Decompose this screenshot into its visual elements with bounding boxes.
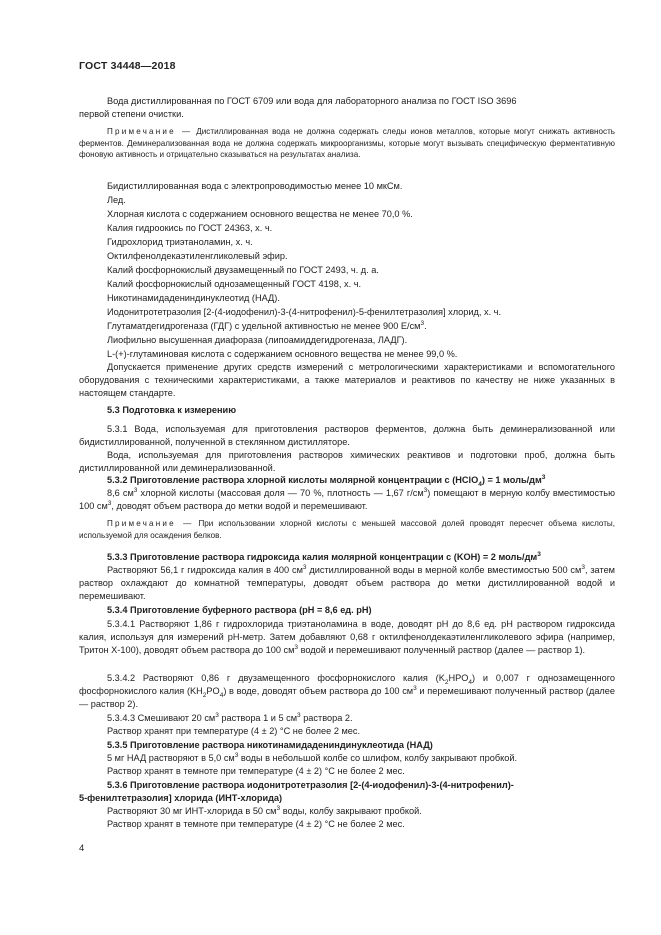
reagent-item: Калия гидроокись по ГОСТ 24363, х. ч. <box>107 223 273 233</box>
water-line-2: первой степени очистки. <box>79 109 184 119</box>
reagent-item: Гидрохлорид триэтаноламин, х. ч. <box>107 237 253 247</box>
section-5-3-4-3: 5.3.4.3 Смешивают 20 $см^3$ раствора 1 и 5 $см^3$ раствора 2. <box>107 711 353 723</box>
section-5-3-4-1: 5.3.4.1 Растворяют 1,86 г гидрохлорида триэтаноламина в воде, доводят pH до 8,6 ед. pH раствором гидроксида калия, используя для измерений pH-метр. Затем добавляют 0,68 г октилфенолдекаэтиленгликолевого эфира (например, Тритон Х-100), доводят объем раствора до 100 $см^3$ водой и перемешивают полученный раствор (далее — раствор 1). <box>79 619 615 655</box>
section-5-3-title: 5.3 Подготовка к измерению <box>107 405 237 415</box>
reagent-item: Калий фосфорнокислый двузамещенный по ГОСТ 2493, ч. д. а. <box>107 265 379 275</box>
section-5-3-6-title-line-2: 5-фенилтетразолия] хлорида (ИНТ-хлорида) <box>79 793 283 803</box>
reagent-item: Иодонитротетразолия [2-(4-иодофенил)-3-(4-нитрофенил)-5-фенилтетразолия] хлорид, х. ч. <box>107 307 502 317</box>
note-2-text: При использовании хлорной кислоты с меньшей массовой долей проводят пересчет объема кислоты, используемой для осаждения белков. <box>79 519 615 540</box>
section-5-3-4-3-storage: Раствор хранят при температуре (4 ± 2) °С не более 2 мес. <box>107 726 361 736</box>
section-5-3-2-title: 5.3.2 Приготовление раствора хлорной кислоты молярной концентрации с (HClO$_4$) = 1 моль/$дм^3$ <box>107 473 546 488</box>
note-1-text: Дистиллированная вода не должна содержать следы ионов металлов, которые могут снижать активность ферментов. Деминерализованная вода не должна содержать микроорганизмы, которые могут вызывать специфическую ферментативную фоновую активность и отрицательно сказываться на результатах анализа. <box>79 127 616 159</box>
note-2 <box>79 518 615 541</box>
section-5-3-3-text: Растворяют 56,1 г гидроксида калия в 400 $см^3$ дистиллированной воды в мерной колбе вместимостью 500 $см^3$, затем раствор охлаждают до комнатной температуры, доводят объем раствора до метки дистиллированной водой и перемешивают. <box>79 563 615 601</box>
reagent-item: Октилфенолдекаэтиленгликолевый эфир. <box>107 251 288 261</box>
reagent-glutamic-acid: L-(+)-глутаминовая кислота с содержанием основного вещества не менее 99,0 %. <box>107 349 458 359</box>
section-5-3-5-title: 5.3.5 Приготовление раствора никотинамидадениндинуклеотида (НАД) <box>107 740 433 750</box>
reagent-item: Калий фосфорнокислый однозамещенный ГОСТ 4198, х. ч. <box>107 279 362 289</box>
water-line-1: Вода дистиллированная по ГОСТ 6709 или вода для лабораторного анализа по ГОСТ ISO 3696 <box>107 96 517 106</box>
section-5-3-3-title: 5.3.3 Приготовление раствора гидроксида калия молярной концентрации с (KOH) = 2 моль/$дм^3$ <box>107 550 541 562</box>
section-5-3-1: 5.3.1 Вода, используемая для приготовления растворов ферментов, должна быть деминерализованной или бидистиллированной, полученной в стеклянном дистилляторе. <box>79 424 615 447</box>
reagent-item: Никотинамидадениндинуклеотид (НАД). <box>107 293 280 303</box>
reagent-item: Хлорная кислота с содержанием основного вещества не менее 70,0 %. <box>107 209 413 219</box>
reagent-diaphorase: Лиофильно высушенная диафораза (липоамиддегидрогеназа, ЛАДГ). <box>107 335 408 345</box>
section-5-3-5-text: 5 мг НАД растворяют в 5,0 $см^3$ воды в небольшой колбе со шлифом, колбу закрывают пробкой. <box>107 751 517 763</box>
section-5-3-2-text: 8,6 $см^3$ хлорной кислоты (массовая доля — 70 %, плотность — 1,67 $г/см^3$) помещают в мерную колбу вместимостью 100 $см^3$, доводят объем раствора до метки водой и перемешивают. <box>79 486 615 511</box>
section-5-3-6-title-line-1: 5.3.6 Приготовление раствора иодонитротетразолия [2-(4-иодофенил)-3-(4-нитрофенил)- <box>107 780 514 790</box>
note-1-label: Примечание — <box>107 127 193 136</box>
section-5-3-4-2: 5.3.4.2 Растворяют 0,86 г двузамещенного фосфорнокислого калия $(K_2HPO_4)$ и 0,007 г однозамещенного фосфорнокислого калия $(KH_2PO_4)$ в воде, доводят объем раствора до 100 $см^3$ и перемешивают полученный раствор (далее — раствор 2). <box>79 673 616 709</box>
document-header: ГОСТ 34448—2018 <box>79 60 176 72</box>
section-5-3-4-title: 5.3.4 Приготовление буферного раствора (pH = 8,6 ед. pH) <box>107 605 372 615</box>
reagent-item: Бидистиллированная вода с электропроводимостью менее 10 мкСм. <box>107 181 403 191</box>
section-5-3-5-storage: Раствор хранят в темноте при температуре (4 ± 2) °С не более 2 мес. <box>107 766 405 776</box>
note-1 <box>79 126 615 161</box>
section-5-3-1-b: Вода, используемая для приготовления растворов химических реактивов и подготовки проб, должна быть дистиллированной или деминерализованной. <box>79 450 615 473</box>
page-number: 4 <box>79 843 85 854</box>
section-5-3-6-text: Растворяют 30 мг ИНТ-хлорида в 50 $см^3$ воды, колбу закрывают пробкой. <box>107 804 422 816</box>
allowance-paragraph: Допускается применение других средств измерений с метрологическими характеристиками и вспомогательного оборудования с техническими характеристиками, а также материалов и реактивов по качеству не ниже указанных в настоящем стандарте. <box>79 362 615 398</box>
section-5-3-6-storage: Раствор хранят в темноте при температуре (4 ± 2) °С не более 2 мес. <box>107 819 405 829</box>
note-2-label: Примечание — <box>107 519 194 528</box>
reagent-gdh: Глутаматдегидрогеназа (ГДГ) с удельной активностью не менее 900 $Е/см^3$. <box>107 319 427 331</box>
reagent-item: Лед. <box>107 195 126 205</box>
